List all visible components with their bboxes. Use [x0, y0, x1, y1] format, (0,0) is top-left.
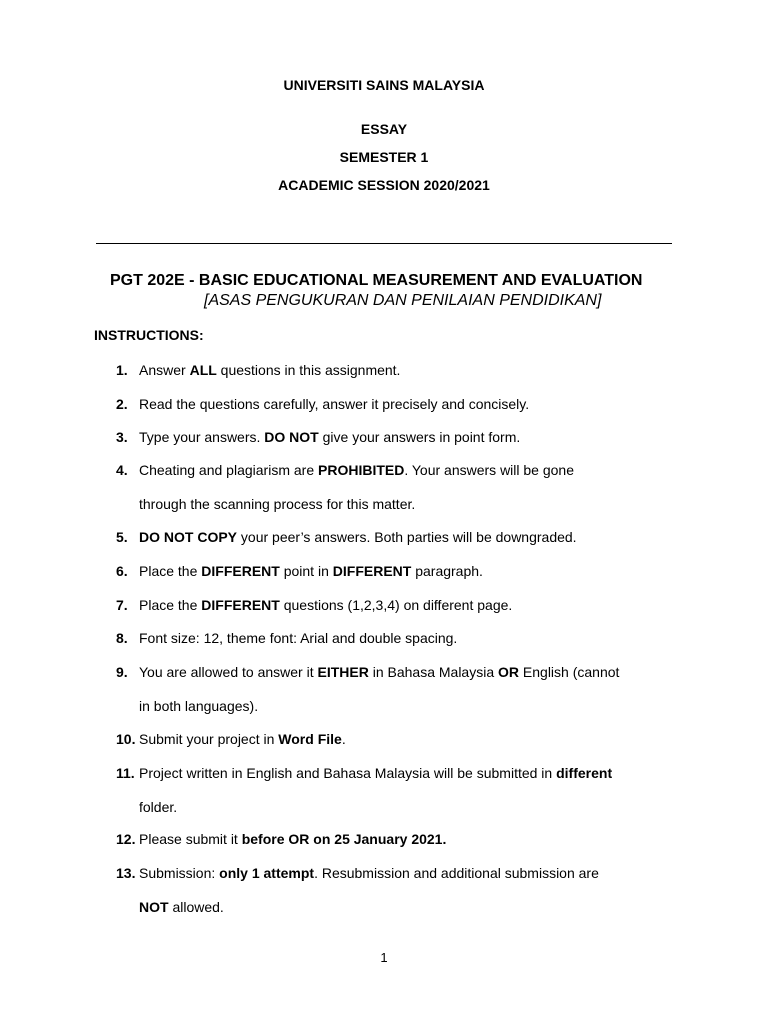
instruction-text: [139, 429, 520, 445]
emphasis-text: before OR on 25 January 2021.: [241, 831, 447, 847]
semester: SEMESTER 1: [339, 149, 429, 165]
emphasis-text: NOT: [139, 899, 169, 915]
plain-text: give your answers in point form.: [318, 429, 521, 445]
item-number: 8.: [116, 630, 128, 646]
instruction-text: [139, 529, 577, 545]
emphasis-text: ALL: [189, 362, 217, 378]
item-number: 11.: [116, 765, 135, 781]
plain-text: Place the: [139, 597, 202, 613]
plain-text: .: [341, 731, 346, 747]
emphasis-text: DIFFERENT: [332, 563, 412, 579]
plain-text: paragraph.: [411, 563, 483, 579]
instruction-text-continued: [139, 899, 224, 915]
emphasis-text: only 1 attempt: [219, 865, 315, 881]
plain-text: in Bahasa Malaysia: [368, 664, 499, 680]
instruction-text: [139, 865, 599, 881]
plain-text: Read the questions carefully, answer it precisely and concisely.: [139, 396, 530, 412]
item-number: 6.: [116, 563, 128, 579]
plain-text: allowed.: [168, 899, 224, 915]
instruction-text: [139, 396, 529, 412]
plain-text: point in: [279, 563, 333, 579]
instruction-text: [139, 362, 400, 378]
plain-text: Place the: [139, 563, 202, 579]
emphasis-text: PROHIBITED: [318, 462, 405, 478]
plain-text: Submit your project in: [139, 731, 279, 747]
divider-line: [96, 243, 672, 244]
course-title-malay: [ASAS PENGUKURAN DAN PENILAIAN PENDIDIKAN]: [204, 292, 602, 309]
instruction-text-continued: in both languages).: [139, 698, 259, 714]
instruction-text-continued: through the scanning process for this matter.: [139, 496, 416, 512]
instruction-text: [139, 597, 512, 613]
plain-text: Answer: [139, 362, 190, 378]
item-number: 10.: [116, 731, 136, 747]
item-number: 7.: [116, 597, 128, 613]
instruction-text: [139, 831, 446, 847]
instruction-text: [139, 563, 483, 579]
university-name: UNIVERSITI SAINS MALAYSIA: [283, 77, 485, 93]
plain-text: Submission:: [139, 865, 220, 881]
emphasis-text: DO NOT: [264, 429, 319, 445]
item-number: 1.: [116, 362, 128, 378]
plain-text: Font size: 12, theme font: Arial and double spacing.: [139, 630, 458, 646]
instruction-text: [139, 462, 574, 478]
plain-text: . Resubmission and additional submission are: [314, 865, 599, 881]
item-number: 2.: [116, 396, 128, 412]
instruction-text: [139, 731, 346, 747]
plain-text: questions in this assignment.: [216, 362, 401, 378]
emphasis-text: DIFFERENT: [201, 597, 280, 613]
emphasis-text: Word File: [278, 731, 342, 747]
instruction-text-continued: folder.: [139, 799, 178, 815]
academic-session: ACADEMIC SESSION 2020/2021: [278, 177, 490, 193]
item-number: 5.: [116, 529, 128, 545]
item-number: 9.: [116, 664, 128, 680]
plain-text: Please submit it: [139, 831, 242, 847]
emphasis-text: DIFFERENT: [201, 563, 280, 579]
plain-text: You are allowed to answer it: [139, 664, 318, 680]
instructions-heading: INSTRUCTIONS:: [94, 327, 204, 343]
plain-text: Type your answers.: [139, 429, 265, 445]
emphasis-text: EITHER: [317, 664, 369, 680]
doc-type: ESSAY: [360, 121, 408, 137]
plain-text: Cheating and plagiarism are: [139, 462, 318, 478]
plain-text: Project written in English and Bahasa Malaysia will be submitted in: [139, 765, 557, 781]
item-number: 4.: [116, 462, 128, 478]
emphasis-text: OR: [498, 664, 520, 680]
item-number: 13.: [116, 865, 136, 881]
instruction-text: [139, 664, 619, 680]
instruction-text: [139, 630, 457, 646]
course-title: PGT 202E - BASIC EDUCATIONAL MEASUREMENT AND EVALUATION: [110, 272, 643, 289]
plain-text: your peer’s answers. Both parties will be downgraded.: [237, 529, 577, 545]
emphasis-text: different: [556, 765, 613, 781]
item-number: 12.: [116, 831, 136, 847]
item-number: 3.: [116, 429, 128, 445]
plain-text: . Your answers will be gone: [404, 462, 575, 478]
plain-text: English (cannot: [519, 664, 620, 680]
instruction-text: [139, 765, 612, 781]
emphasis-text: DO NOT COPY: [139, 529, 238, 545]
plain-text: questions (1,2,3,4) on different page.: [279, 597, 513, 613]
page-number: 1: [380, 950, 388, 965]
